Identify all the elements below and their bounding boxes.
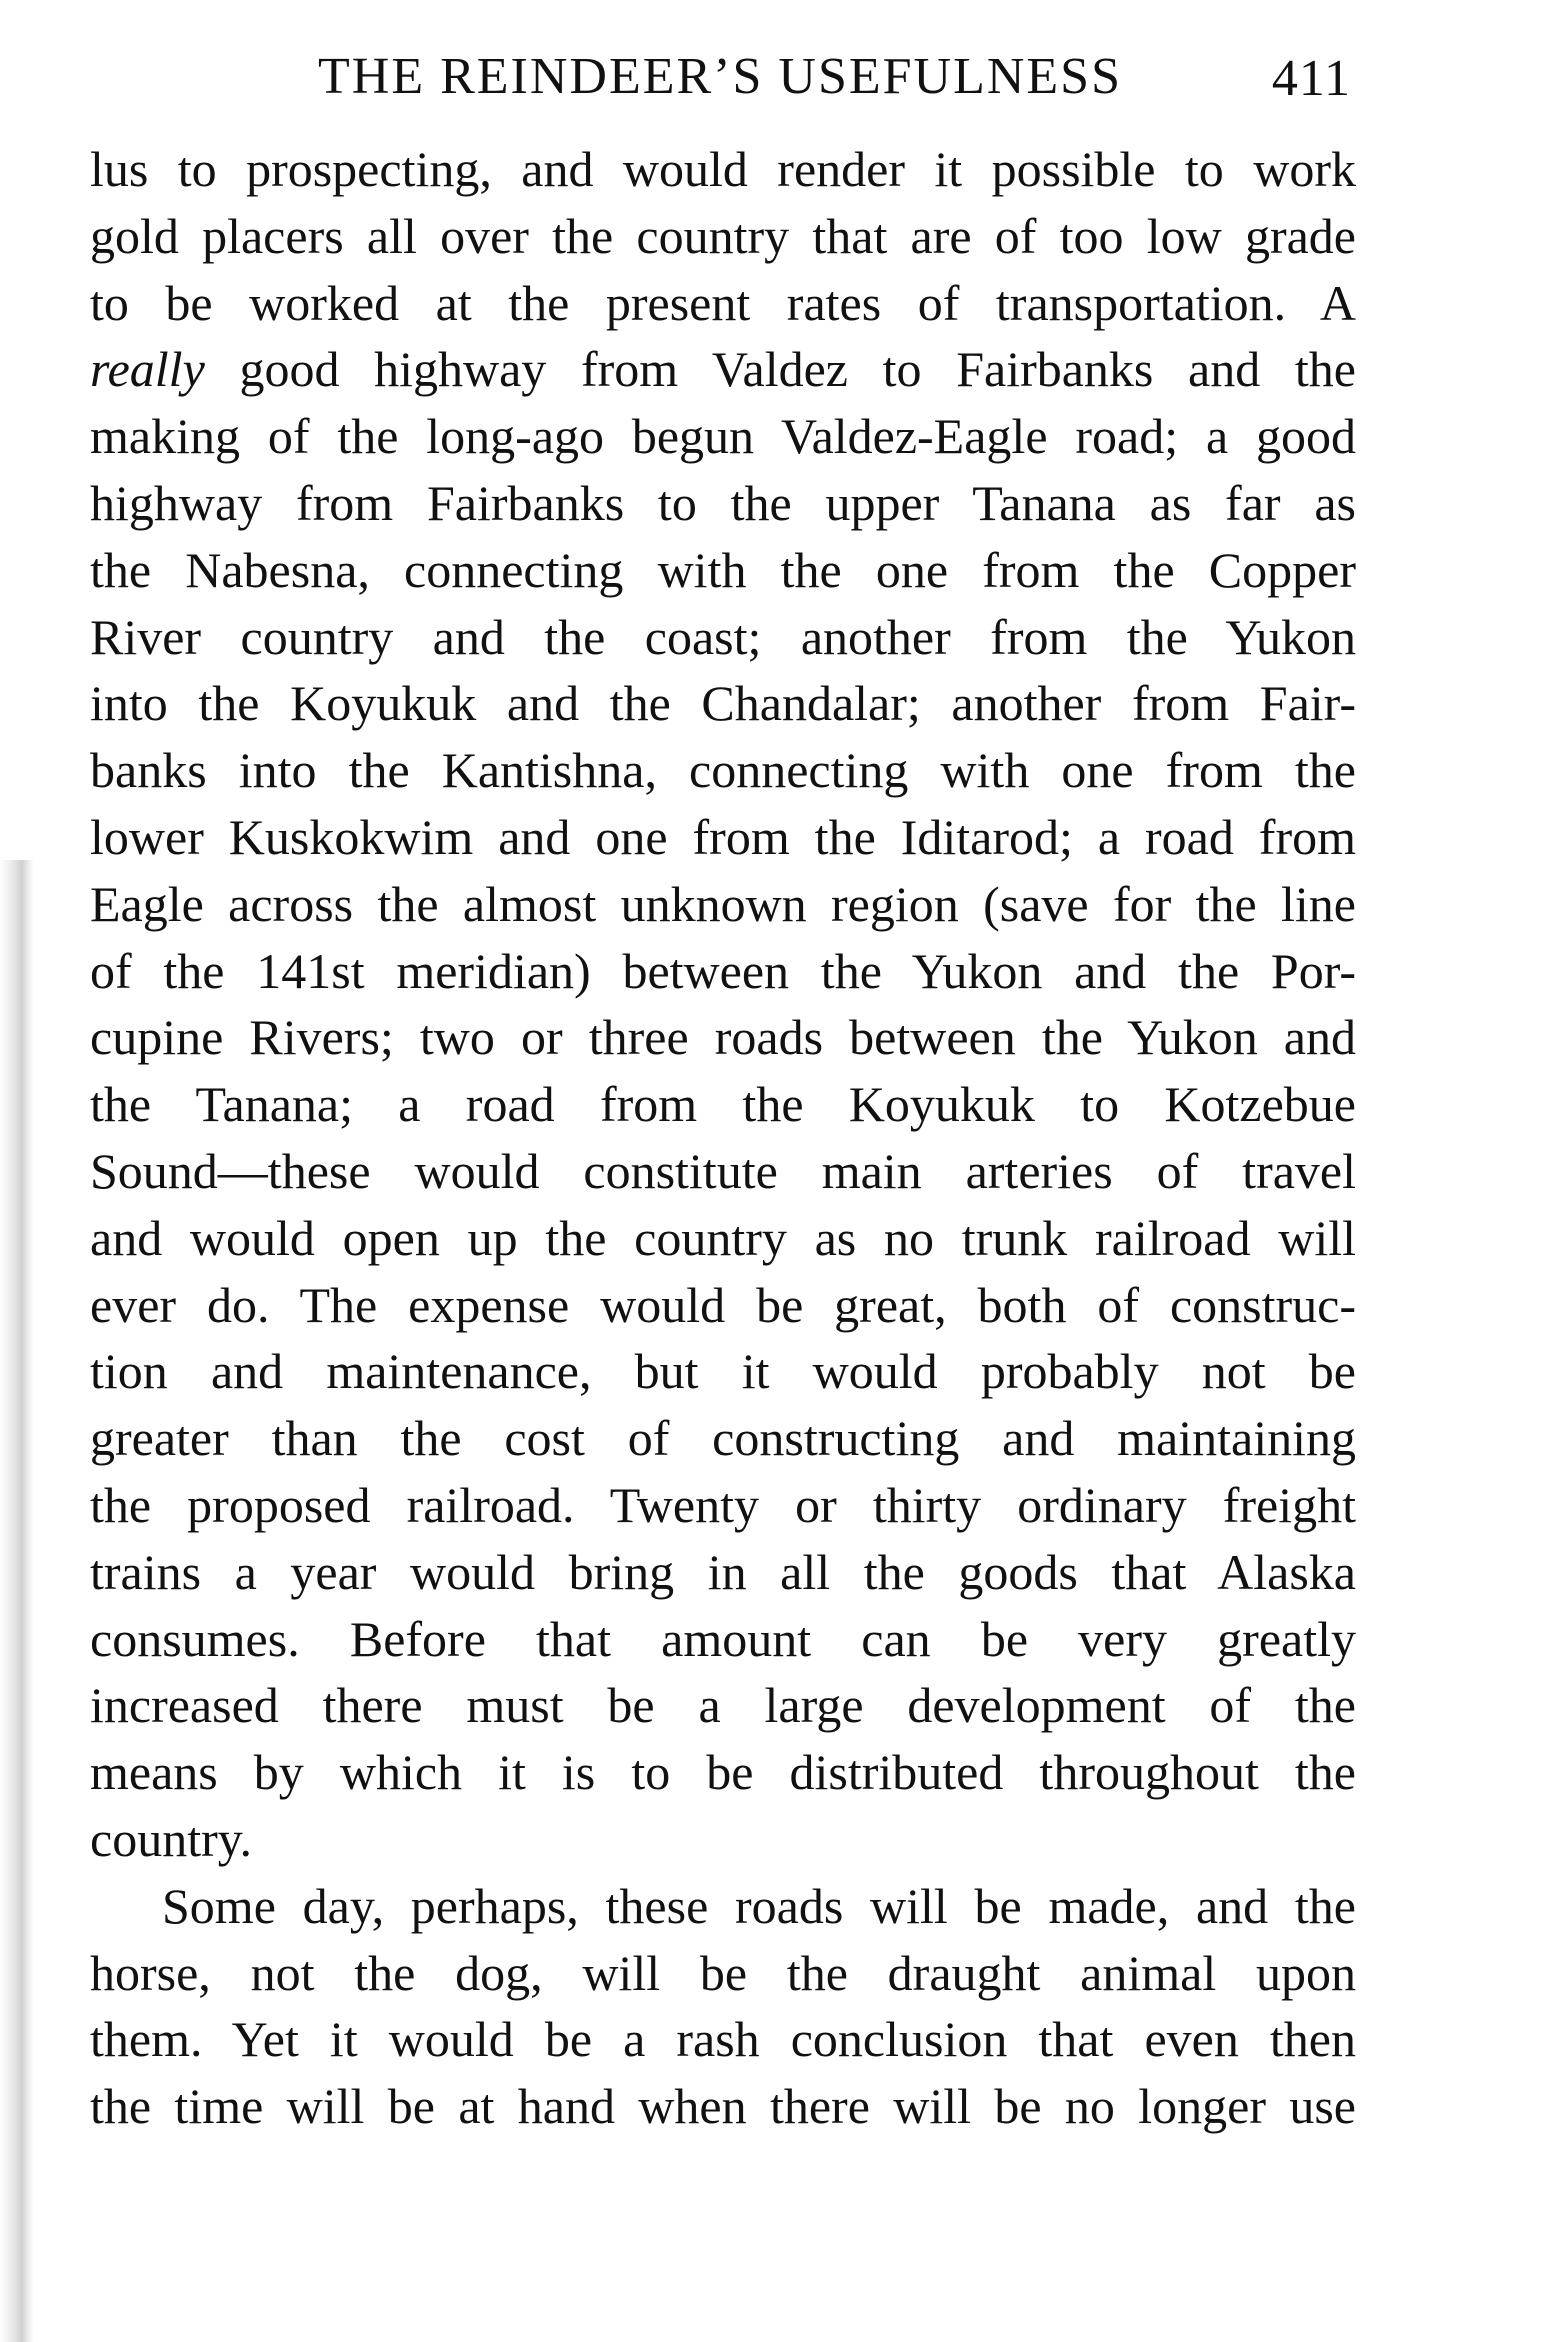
- text-line: of the 141st meridian) between the Yukon and the Por-: [90, 942, 1356, 999]
- text-line: horse, not the dog, will be the draught animal upon: [90, 1944, 1356, 2001]
- italic-word: really: [90, 341, 205, 398]
- text-line: increased there must be a large development of the: [90, 1677, 1356, 1734]
- body-text: [90, 136, 1356, 2140]
- text-line: highway from Fairbanks to the upper Tanana as far as: [90, 474, 1356, 531]
- text-line: Eagle across the almost unknown region (save for the line: [90, 875, 1356, 932]
- text-line: means by which it is to be distributed throughout the: [90, 1744, 1356, 1801]
- text-line: the Tanana; a road from the Koyukuk to Kotzebue: [90, 1076, 1356, 1133]
- running-title: THE REINDEER’S USEFULNESS: [318, 48, 1123, 105]
- text-line: greater than the cost of constructing and maintaining: [90, 1410, 1356, 1467]
- page-number: 411: [1271, 50, 1351, 107]
- text-line: Sound—these would constitute main arteries of travel: [90, 1142, 1356, 1199]
- text-line: to be worked at the present rates of transportation. A: [90, 274, 1356, 331]
- page-binding-shadow: [0, 860, 34, 2342]
- text-line: trains a year would bring in all the goods that Alaska: [90, 1543, 1356, 1600]
- paragraph-start-line: Some day, perhaps, these roads will be made, and the: [162, 1877, 1356, 1934]
- text-line: ever do. The expense would be great, both of construc-: [90, 1276, 1356, 1333]
- text-line: River country and the coast; another from the Yukon: [90, 608, 1356, 665]
- text-line: the proposed railroad. Twenty or thirty ordinary freight: [90, 1476, 1356, 1533]
- text-line: consumes. Before that amount can be very greatly: [90, 1610, 1356, 1667]
- text-line: and would open up the country as no trunk railroad will: [90, 1209, 1356, 1266]
- text-line: tion and maintenance, but it would probably not be: [90, 1343, 1356, 1400]
- text-line: them. Yet it would be a rash conclusion that even then: [90, 2011, 1356, 2068]
- text-line-with-italic: [90, 336, 1356, 403]
- running-header: [0, 42, 1546, 112]
- text-line: the Nabesna, connecting with the one from the Copper: [90, 541, 1356, 598]
- paragraph-end-line: country.: [90, 1810, 252, 1867]
- text-line: lower Kuskokwim and one from the Iditarod; a road from: [90, 808, 1356, 865]
- text-line: making of the long-ago begun Valdez-Eagle road; a good: [90, 408, 1356, 465]
- text-line: into the Koyukuk and the Chandalar; another from Fair-: [90, 675, 1356, 732]
- text-line: the time will be at hand when there will be no longer use: [90, 2078, 1356, 2135]
- text-line-remainder: good highway from Valdez to Fairbanks and the: [239, 341, 1356, 398]
- text-line: lus to prospecting, and would render it possible to work: [90, 141, 1356, 197]
- text-line: cupine Rivers; two or three roads between the Yukon and: [90, 1009, 1356, 1066]
- text-line: banks into the Kantishna, connecting with one from the: [90, 742, 1356, 799]
- text-line: gold placers all over the country that are of too low grade: [90, 207, 1356, 264]
